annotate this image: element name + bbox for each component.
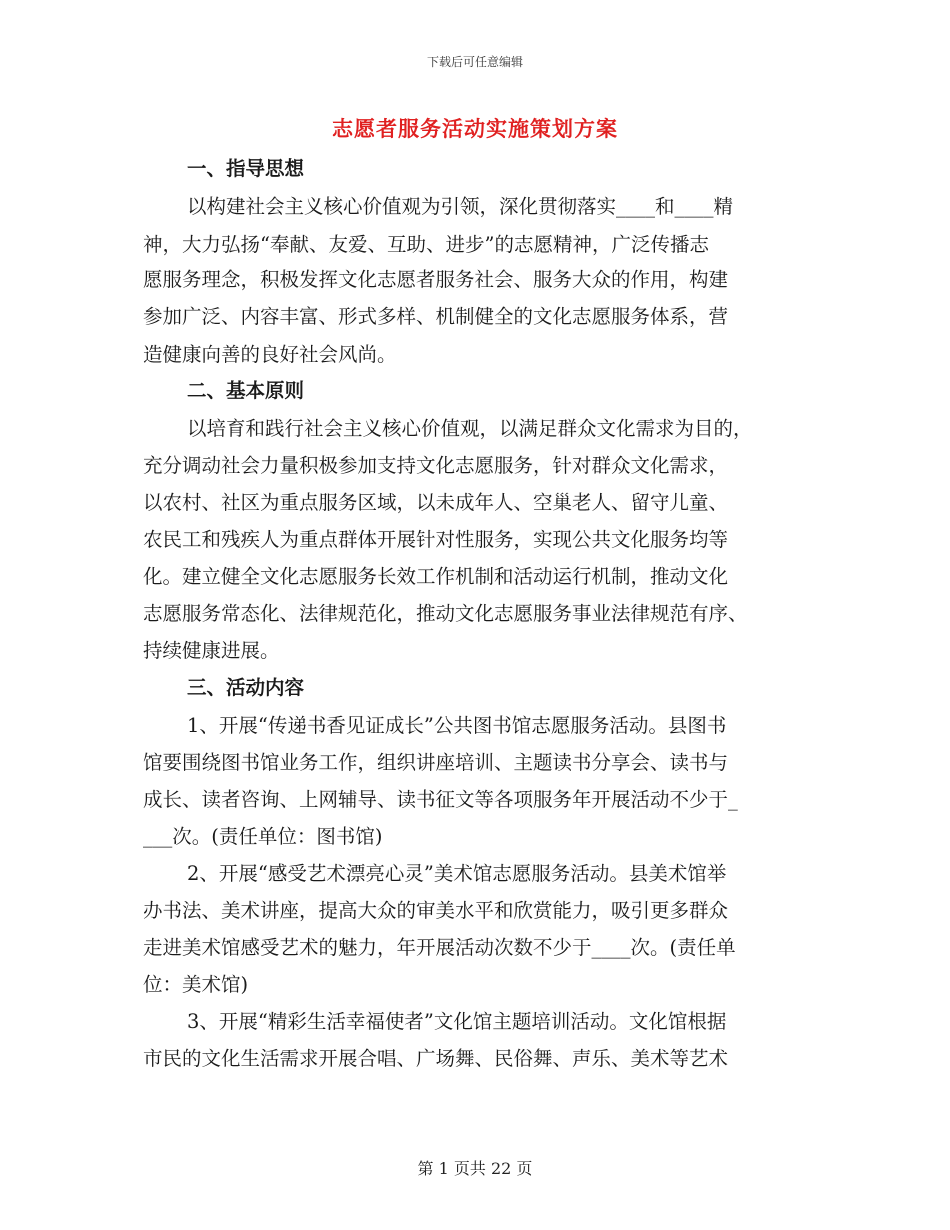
header-note: 下载后可任意编辑 (426, 55, 523, 69)
paragraph-line: 成长、读者咨询、上网辅导、读书征文等各项服务年开展活动不少于_ (143, 788, 738, 811)
paragraph-line: 以构建社会主义核心价值观为引领，深化贯彻落实____和____精 (187, 195, 734, 218)
paragraph-line: 以农村、社区为重点服务区域，以未成年人、空巢老人、留守儿童、 (143, 491, 729, 514)
paragraph-line: 2、开展“感受艺术漂亮心灵”美术馆志愿服务活动。县美术馆举 (187, 862, 727, 885)
section-heading: 三、活动内容 (187, 676, 305, 699)
paragraph-line: 位：美术馆) (143, 973, 249, 996)
paragraph-line: 充分调动社会力量积极参加支持文化志愿服务，针对群众文化需求， (143, 454, 729, 477)
paragraph-line: 以培育和践行社会主义核心价值观，以满足群众文化需求为目的， (187, 417, 753, 440)
paragraph-line: 市民的文化生活需求开展合唱、广场舞、民俗舞、声乐、美术等艺术 (143, 1047, 729, 1070)
paragraph-line: 造健康向善的良好社会风尚。 (143, 343, 397, 366)
paragraph-line: 3、开展“精彩生活幸福使者”文化馆主题培训活动。文化馆根据 (187, 1010, 727, 1033)
paragraph-line: 农民工和残疾人为重点群体开展针对性服务，实现公共文化服务均等 (143, 528, 729, 551)
paragraph-line: 1、开展“传递书香见证成长”公共图书馆志愿服务活动。县图书 (187, 714, 727, 737)
paragraph-line: 走进美术馆感受艺术的魅力，年开展活动次数不少于____次。(责任单 (143, 936, 736, 959)
document-title: 志愿者服务活动实施策划方案 (332, 116, 618, 141)
paragraph-line: 神，大力弘扬“奉献、友爱、互助、进步”的志愿精神，广泛传播志 (143, 233, 709, 256)
paragraph-line: 馆要围绕图书馆业务工作，组织讲座培训、主题读书分享会、读书与 (143, 751, 729, 774)
section-heading: 二、基本原则 (187, 379, 305, 402)
section-heading: 一、指导思想 (187, 157, 305, 180)
paragraph-line: ___次。(责任单位：图书馆) (143, 825, 383, 848)
paragraph-line: 志愿服务常态化、法律规范化，推动文化志愿服务事业法律规范有序、 (143, 602, 748, 625)
paragraph-line: 愿服务理念，积极发挥文化志愿者服务社会、服务大众的作用，构建 (143, 268, 729, 291)
paragraph-line: 办书法、美术讲座，提高大众的审美水平和欣赏能力，吸引更多群众 (143, 899, 729, 922)
page-footer: 第 1 页共 22 页 (417, 1159, 533, 1178)
paragraph-line: 持续健康进展。 (143, 639, 280, 662)
paragraph-line: 参加广泛、内容丰富、形式多样、机制健全的文化志愿服务体系，营 (143, 305, 729, 328)
paragraph-line: 化。建立健全文化志愿服务长效工作机制和活动运行机制，推动文化 (143, 565, 729, 588)
